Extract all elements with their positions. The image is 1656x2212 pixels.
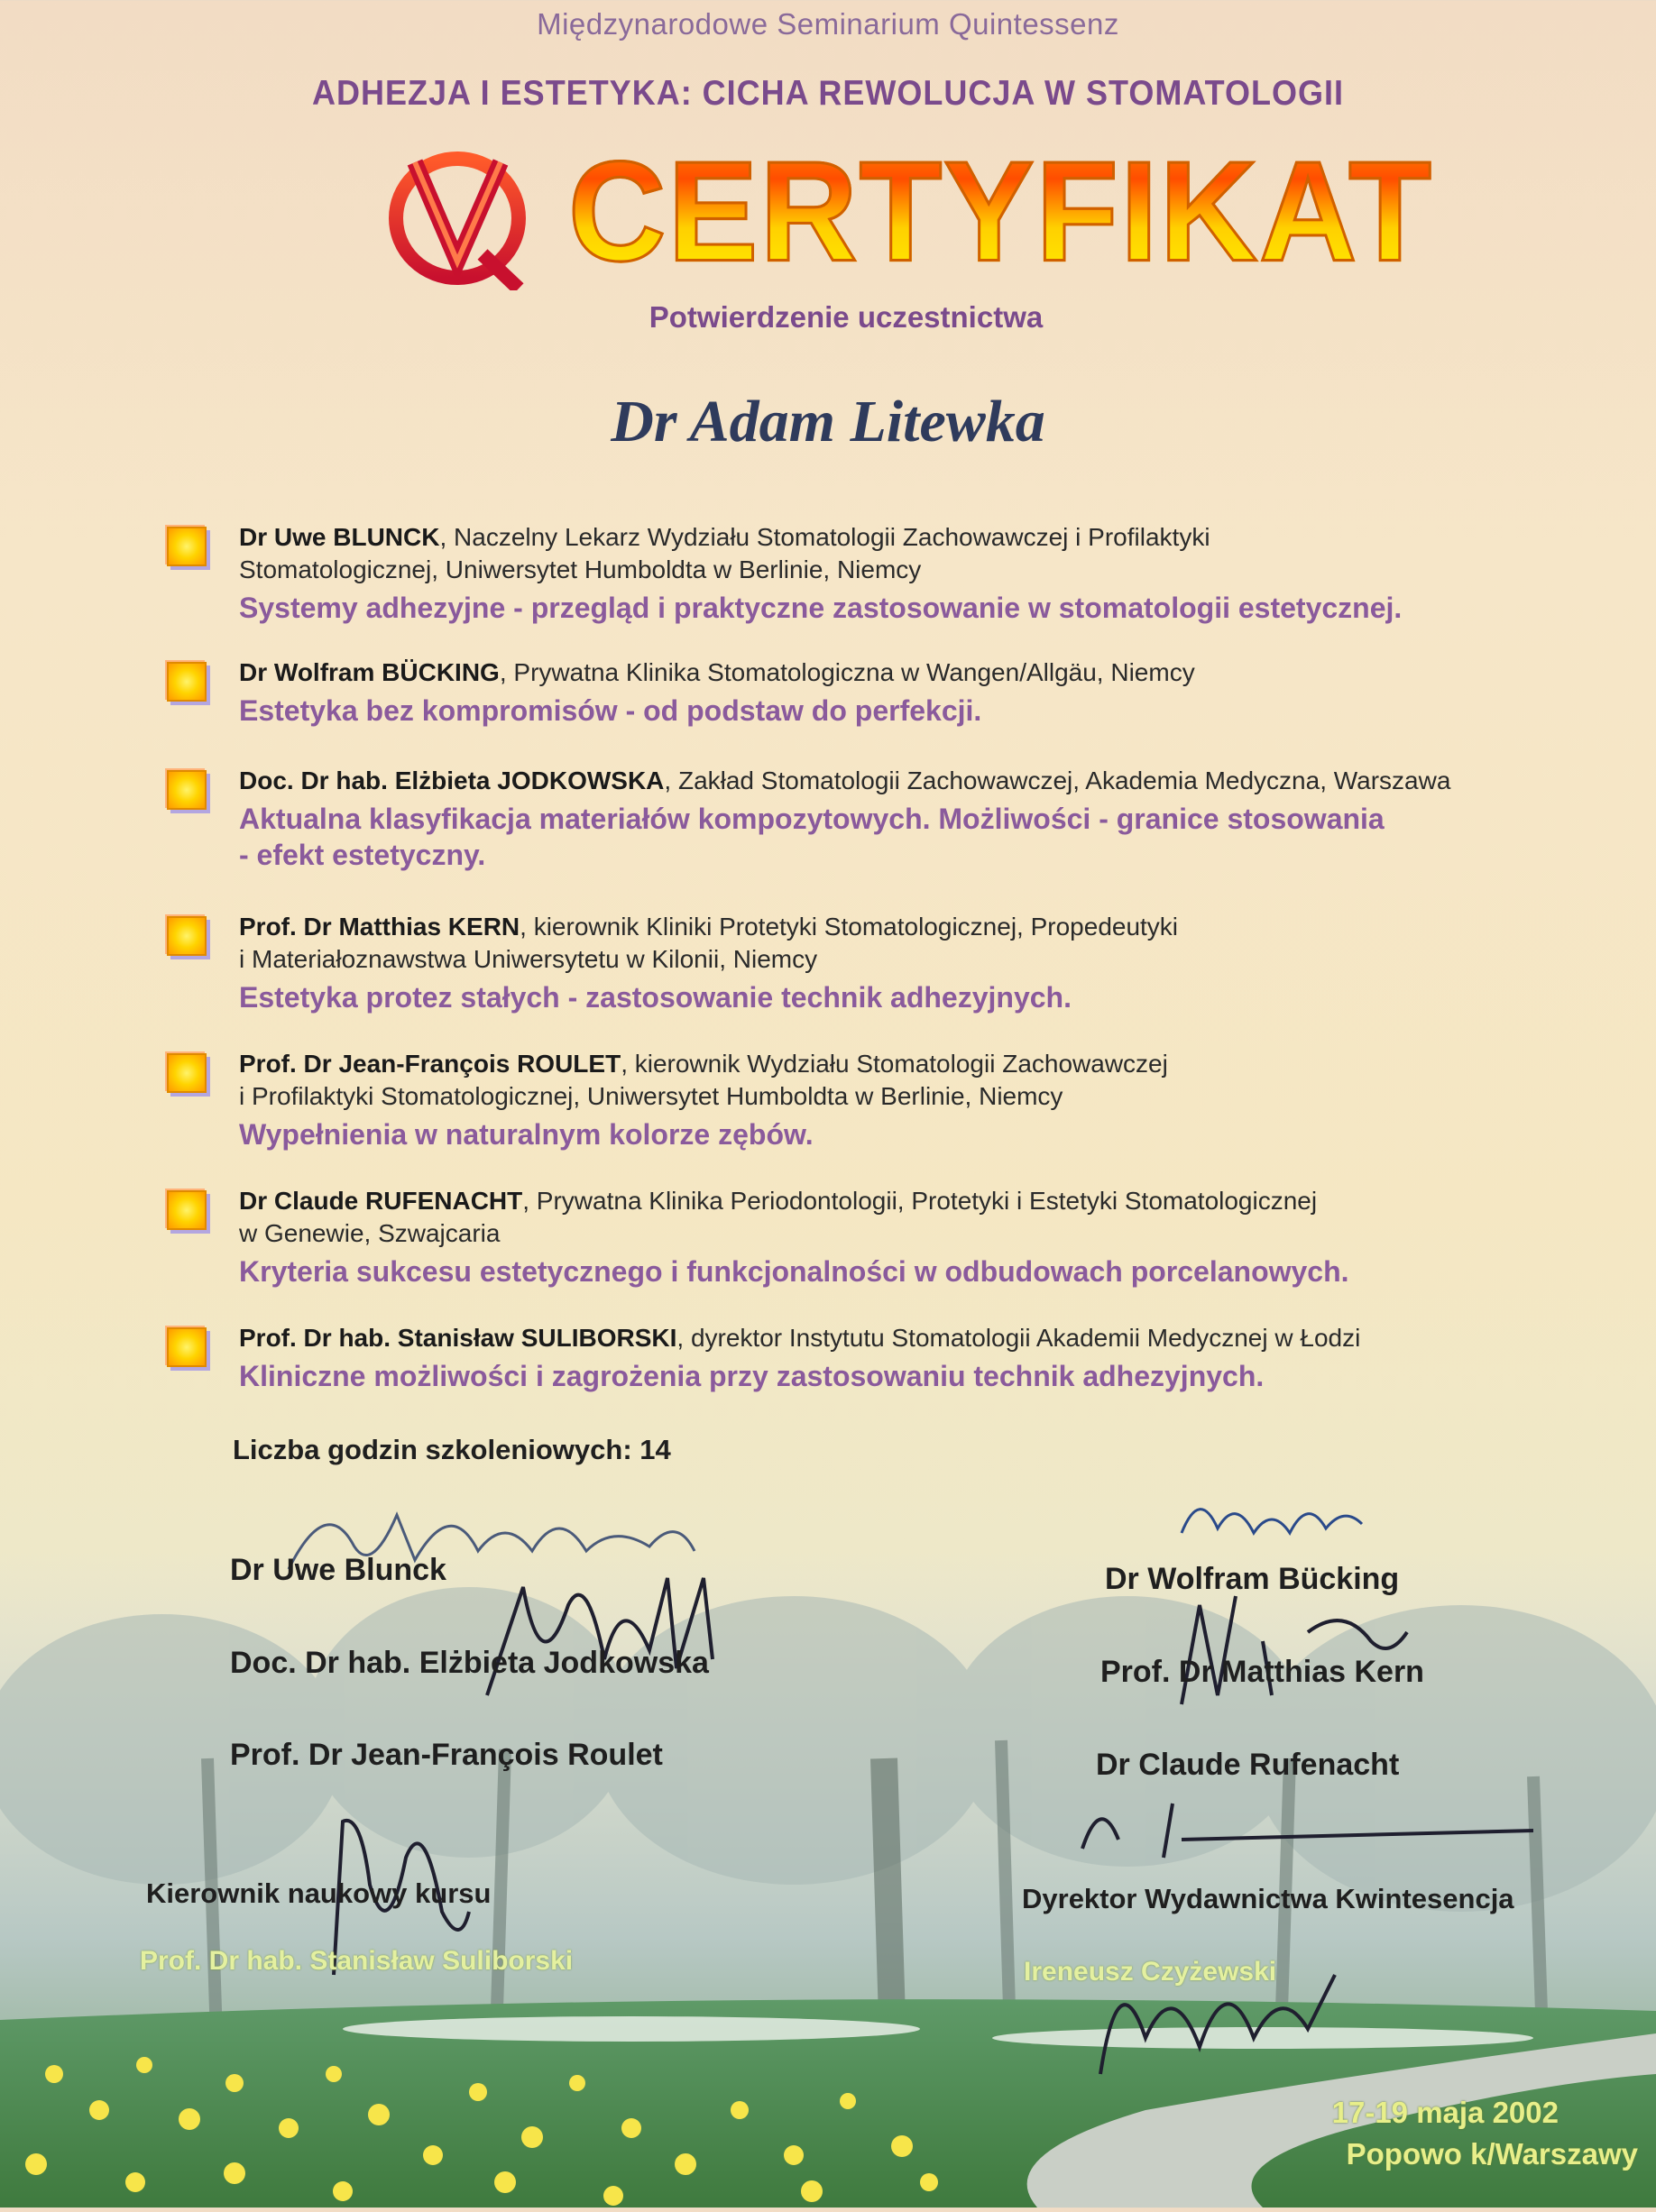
recipient-name: Dr Adam Litewka [611, 389, 1045, 454]
square-bullet-icon [167, 770, 207, 810]
signatory-left-3: Prof. Dr Jean-François Roulet [230, 1738, 663, 1772]
signatory-right-1: Dr Wolfram Bücking [1105, 1562, 1400, 1596]
square-bullet-icon [167, 527, 207, 566]
signatory-right-3: Dr Claude Rufenacht [1096, 1748, 1400, 1782]
event-dates: 17-19 maja 2002 [1331, 2096, 1559, 2129]
speaker-affiliation: , Prywatna Klinika Stomatologiczna w Wangen/Allgäu, Niemcy [499, 658, 1195, 686]
course-title: ADHEZJA I ESTETYKA: CICHA REWOLUCJA W STOMATOLOGII [311, 72, 1344, 113]
lecture-topic: Estetyka bez kompromisów - od podstaw do perfekcji. [239, 694, 982, 727]
square-bullet-icon [167, 1327, 207, 1367]
quintessenz-logo [383, 146, 532, 290]
certificate-title: CERTYFIKAT [568, 130, 1433, 294]
speaker-affiliation: , Naczelny Lekarz Wydziału Stomatologii Zachowawczej i Profilaktyki [439, 523, 1210, 551]
square-bullet-icon [167, 1190, 207, 1230]
speaker-affiliation-cont: i Profilaktyki Stomatologicznej, Uniwersytet Humboldta w Berlinie, Niemcy [239, 1082, 1063, 1110]
lecture-topic: Kliniczne możliwości i zagrożenia przy zastosowaniu technik adhezyjnych. [239, 1360, 1265, 1392]
signatory-left-1: Dr Uwe Blunck [230, 1553, 446, 1587]
speaker-name: Dr Uwe BLUNCK [239, 523, 440, 551]
signatory-left-2: Doc. Dr hab. Elżbieta Jodkowska [230, 1646, 709, 1680]
speaker-name: Prof. Dr Matthias KERN [239, 913, 520, 941]
speaker-affiliation: , Prywatna Klinika Periodontologii, Protetyki i Estetyki Stomatologicznej [522, 1187, 1318, 1215]
scientific-director-name: Prof. Dr hab. Stanisław Suliborski [140, 1946, 574, 1976]
square-bullet-icon [167, 1053, 207, 1093]
signatory-right-2: Prof. Dr Matthias Kern [1100, 1655, 1424, 1689]
speaker-name: Doc. Dr hab. Elżbieta JODKOWSKA [239, 766, 665, 794]
speaker-affiliation-cont: w Genewie, Szwajcaria [239, 1219, 501, 1247]
publisher-role: Dyrektor Wydawnictwa Kwintesencja [1022, 1883, 1514, 1914]
training-hours: Liczba godzin szkoleniowych: 14 [233, 1434, 671, 1465]
speaker-name: Prof. Dr hab. Stanisław SULIBORSKI [239, 1324, 677, 1352]
speaker-affiliation: , kierownik Wydziału Stomatologii Zachowawczej [621, 1050, 1168, 1078]
lecture-topic: Wypełnienia w naturalnym kolorze zębów. [239, 1118, 814, 1151]
speaker-name: Dr Claude RUFENACHT [239, 1187, 523, 1215]
lecture-topic: Estetyka protez stałych - zastosowanie technik adhezyjnych. [239, 981, 1072, 1014]
lecture-topic: Aktualna klasyfikacja materiałów kompozytowych. Możliwości - granice stosowania [239, 803, 1385, 835]
speaker-affiliation: , Zakład Stomatologii Zachowawczej, Akademia Medyczna, Warszawa [664, 766, 1451, 794]
lecture-topic: Kryteria sukcesu estetycznego i funkcjonalności w odbudowach porcelanowych. [239, 1255, 1349, 1288]
speaker-affiliation-cont: i Materiałoznawstwa Uniwersytetu w Kilonii, Niemcy [239, 945, 818, 973]
lecture-topic: Systemy adhezyjne - przegląd i praktyczne zastosowanie w stomatologii estetycznej. [239, 592, 1403, 624]
speaker-name: Dr Wolfram BÜCKING [239, 658, 500, 686]
event-place: Popowo k/Warszawy [1346, 2137, 1638, 2171]
speaker-name: Prof. Dr Jean-François ROULET [239, 1050, 621, 1078]
speaker-affiliation-cont: Stomatologicznej, Uniwersytet Humboldta w Berlinie, Niemcy [239, 555, 922, 583]
certificate-subtitle: Potwierdzenie uczestnictwa [649, 300, 1044, 334]
square-bullet-icon [167, 662, 207, 702]
square-bullet-icon [167, 916, 207, 956]
scientific-director-role: Kierownik naukowy kursu [146, 1877, 492, 1909]
speaker-affiliation: , kierownik Kliniki Protetyki Stomatologicznej, Propedeutyki [520, 913, 1179, 941]
seminar-name: Międzynarodowe Seminarium Quintessenz [537, 7, 1119, 41]
speaker-affiliation: , dyrektor Instytutu Stomatologii Akademii Medycznej w Łodzi [676, 1324, 1361, 1352]
lecture-topic-cont: - efekt estetyczny. [239, 839, 486, 871]
publisher-name: Ireneusz Czyżewski [1024, 1957, 1277, 1987]
